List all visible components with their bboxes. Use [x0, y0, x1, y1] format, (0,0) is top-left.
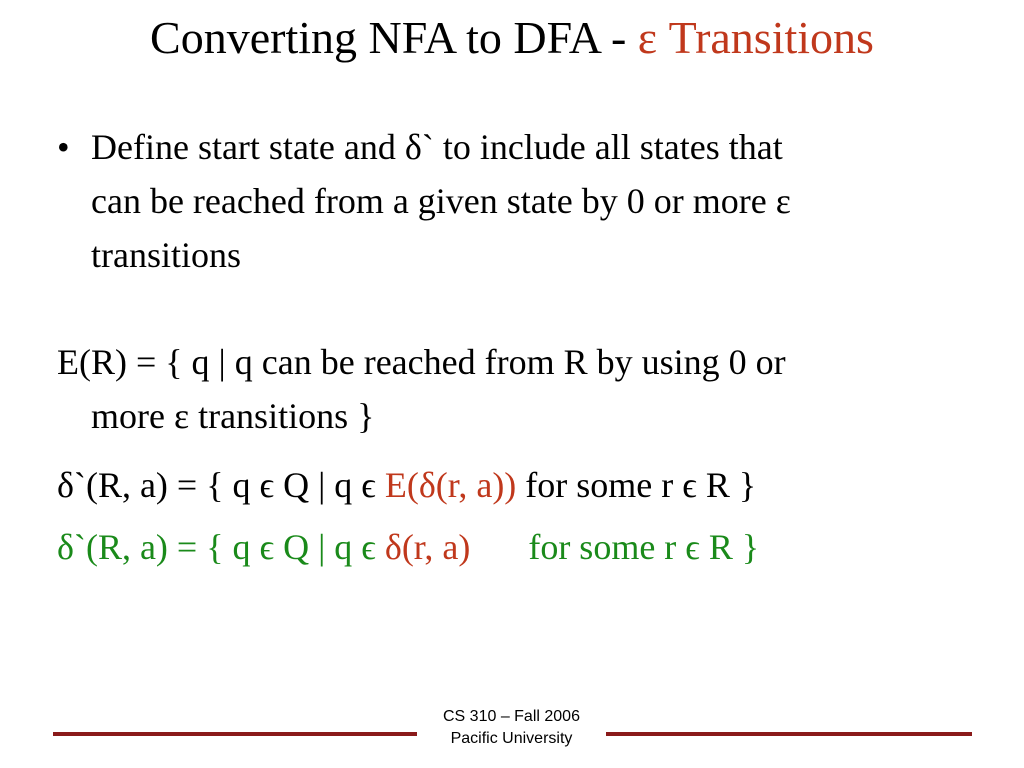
definition-line-1: E(R) = { q | q can be reached from R by using 0 or: [57, 342, 786, 382]
bullet-list: [57, 120, 997, 282]
slide-footer: [0, 704, 1024, 756]
footer-text: [417, 706, 606, 750]
formula-2-prefix: δ`(R, a) = { q ϵ Q | q ϵ: [57, 527, 385, 567]
formula-1-suffix: for some r ϵ R }: [516, 465, 757, 505]
definition-line-2: more ε transitions }: [91, 396, 375, 436]
footer-university: Pacific University: [450, 730, 573, 747]
formula-1: [57, 458, 756, 512]
footer-rule-right: [606, 732, 972, 736]
bullet-line-2: can be reached from a given state by 0 or more ε: [91, 181, 791, 221]
slide-title-highlight: ε Transitions: [637, 12, 874, 63]
slide-title-main: Converting NFA to DFA -: [150, 12, 638, 63]
formula-2-highlight: δ(r, a): [384, 527, 471, 567]
bullet-marker: •: [57, 127, 70, 167]
formula-1-prefix: δ`(R, a) = { q ϵ Q | q ϵ: [57, 465, 385, 505]
bullet-item: [57, 120, 997, 282]
bullet-line-3: transitions: [91, 235, 241, 275]
formula-2-suffix: for some r ϵ R }: [528, 527, 760, 567]
formula-1-highlight: E(δ(r, a)): [384, 465, 517, 505]
footer-course: CS 310 – Fall 2006: [443, 708, 580, 725]
footer-rule-left: [53, 732, 417, 736]
slide-title: [0, 8, 1024, 68]
bullet-line-1: Define start state and δ` to include all states that: [91, 127, 783, 167]
formula-2: [57, 520, 759, 574]
